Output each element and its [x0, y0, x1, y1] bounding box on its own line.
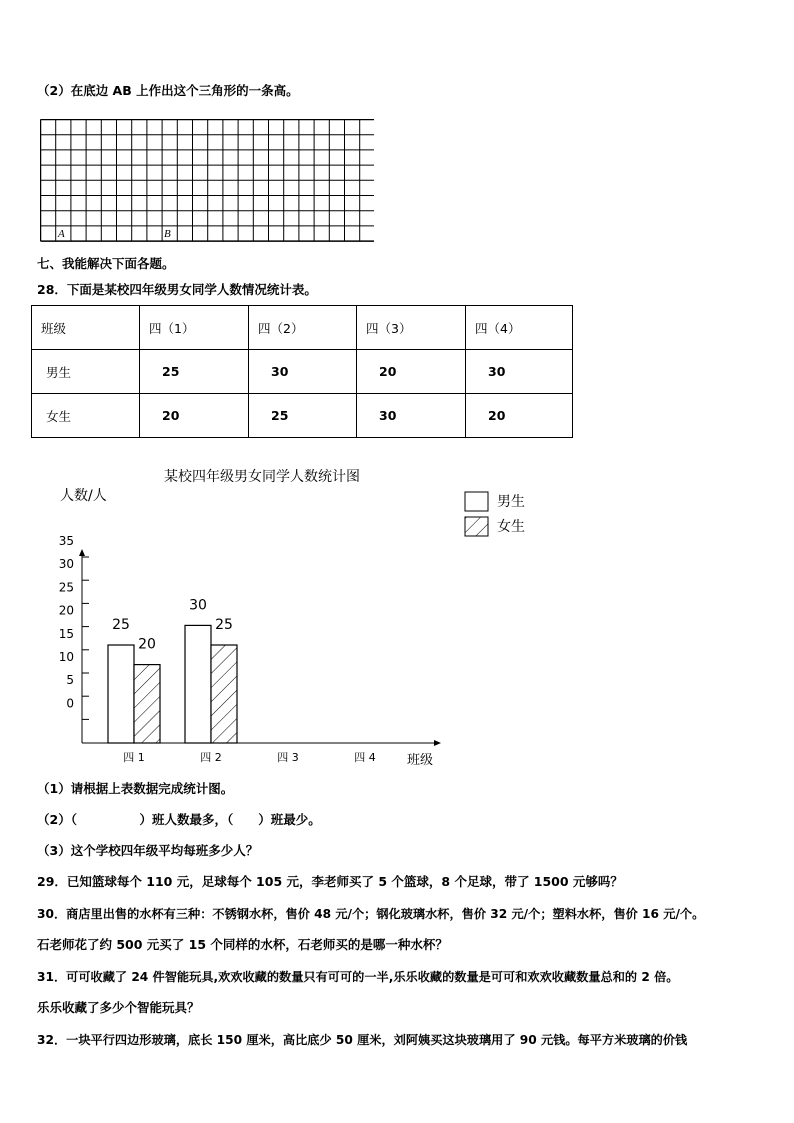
q32: 32．一块平行四边形玻璃，底长 150 厘米，高比底少 50 厘米，刘阿姨买这块玻璃用了 90 元钱。每平方米玻璃的价钱	[37, 1033, 688, 1047]
bar-boys	[108, 645, 134, 743]
y-tick-label: 25	[58, 580, 74, 595]
x-category-label: 四 2	[200, 751, 222, 764]
table-cell: 25	[249, 394, 357, 438]
bar-girls	[134, 665, 160, 743]
x-category-label: 四 3	[277, 751, 299, 764]
table-header-cell: 四（3）	[357, 306, 466, 350]
bar-value-label: 20	[138, 636, 156, 653]
q31-line2: 乐乐收藏了多少个智能玩具？	[37, 1000, 200, 1015]
chart-ylabel: 人数/人	[60, 488, 107, 504]
y-tick-label: 30	[58, 557, 74, 572]
table-row-label: 女生	[32, 394, 140, 438]
bar-boys	[185, 625, 211, 743]
q28-sub1: （1）请根据上表数据完成统计图。	[37, 781, 234, 796]
y-tick-label: 10	[58, 650, 74, 664]
table-row	[32, 394, 573, 438]
legend-swatch-girls	[465, 517, 488, 536]
q30-line1: 30．商店里出售的水杯有三种：不锈钢水杯，售价 48 元/个；钢化玻璃水杯，售价 32 元/个；塑料水杯，售价 16 元/个。	[37, 907, 705, 921]
y-tick-label: 5	[66, 673, 74, 688]
q30-line2: 石老师花了约 500 元买了 15 个同样的水杯，石老师买的是哪一种水杯？	[37, 937, 448, 952]
table-cell: 30	[357, 394, 466, 438]
q28-intro: 28．下面是某校四年级男女同学人数情况统计表。	[37, 282, 317, 297]
legend-label-girls: 女生	[497, 519, 525, 535]
y-tick-label: 20	[58, 603, 74, 618]
stats-table	[31, 305, 573, 438]
x-category-label: 四 1	[123, 751, 145, 764]
q27-part2: （2）在底边 AB 上作出这个三角形的一条高。	[37, 83, 299, 98]
table-cell: 20	[466, 394, 573, 438]
x-category-label: 四 4	[354, 751, 376, 764]
table-header-cell: 班级	[32, 306, 140, 350]
y-tick-label: 0	[66, 696, 74, 711]
legend-label-boys: 男生	[497, 494, 525, 510]
table-cell: 30	[249, 350, 357, 394]
drawing-grid[interactable]	[40, 119, 374, 242]
grid-label-a: A	[58, 228, 65, 240]
chart-xlabel: 班级	[407, 753, 434, 768]
bar-chart	[0, 460, 794, 775]
q31-line1: 31．可可收藏了 24 件智能玩具,欢欢收藏的数量只有可可的一半,乐乐收藏的数量是可可和欢欢收藏数量总和的 2 倍。	[37, 970, 679, 984]
y-tick-label: 35	[58, 534, 74, 548]
bar-girls	[211, 645, 237, 743]
legend-swatch-boys	[465, 492, 488, 511]
bar-value-label: 25	[112, 617, 130, 633]
q29: 29．已知篮球每个 110 元，足球每个 105 元，李老师买了 5 个篮球，8 个足球，带了 1500 元够吗？	[37, 874, 623, 889]
y-tick-label: 15	[58, 626, 74, 641]
grid-label-b: B	[164, 228, 171, 240]
table-cell: 20	[140, 394, 249, 438]
table-cell: 30	[466, 350, 573, 394]
chart-title: 某校四年级男女同学人数统计图	[164, 469, 360, 485]
bar-value-label: 25	[215, 617, 233, 633]
table-row-label: 男生	[32, 350, 140, 394]
table-header-cell: 四（4）	[466, 306, 573, 350]
table-header-cell: 四（2）	[249, 306, 357, 350]
bar-value-label: 30	[189, 597, 207, 614]
table-header-cell: 四（1）	[140, 306, 249, 350]
table-cell: 25	[140, 350, 249, 394]
q28-sub3: （3）这个学校四年级平均每班多少人？	[37, 843, 259, 858]
q28-sub2: （2）（ ）班人数最多，（ ）班最少。	[37, 812, 321, 827]
table-cell: 20	[357, 350, 466, 394]
table-header-row	[32, 306, 573, 350]
section-heading: 七、我能解决下面各题。	[37, 256, 175, 271]
table-row	[32, 350, 573, 394]
